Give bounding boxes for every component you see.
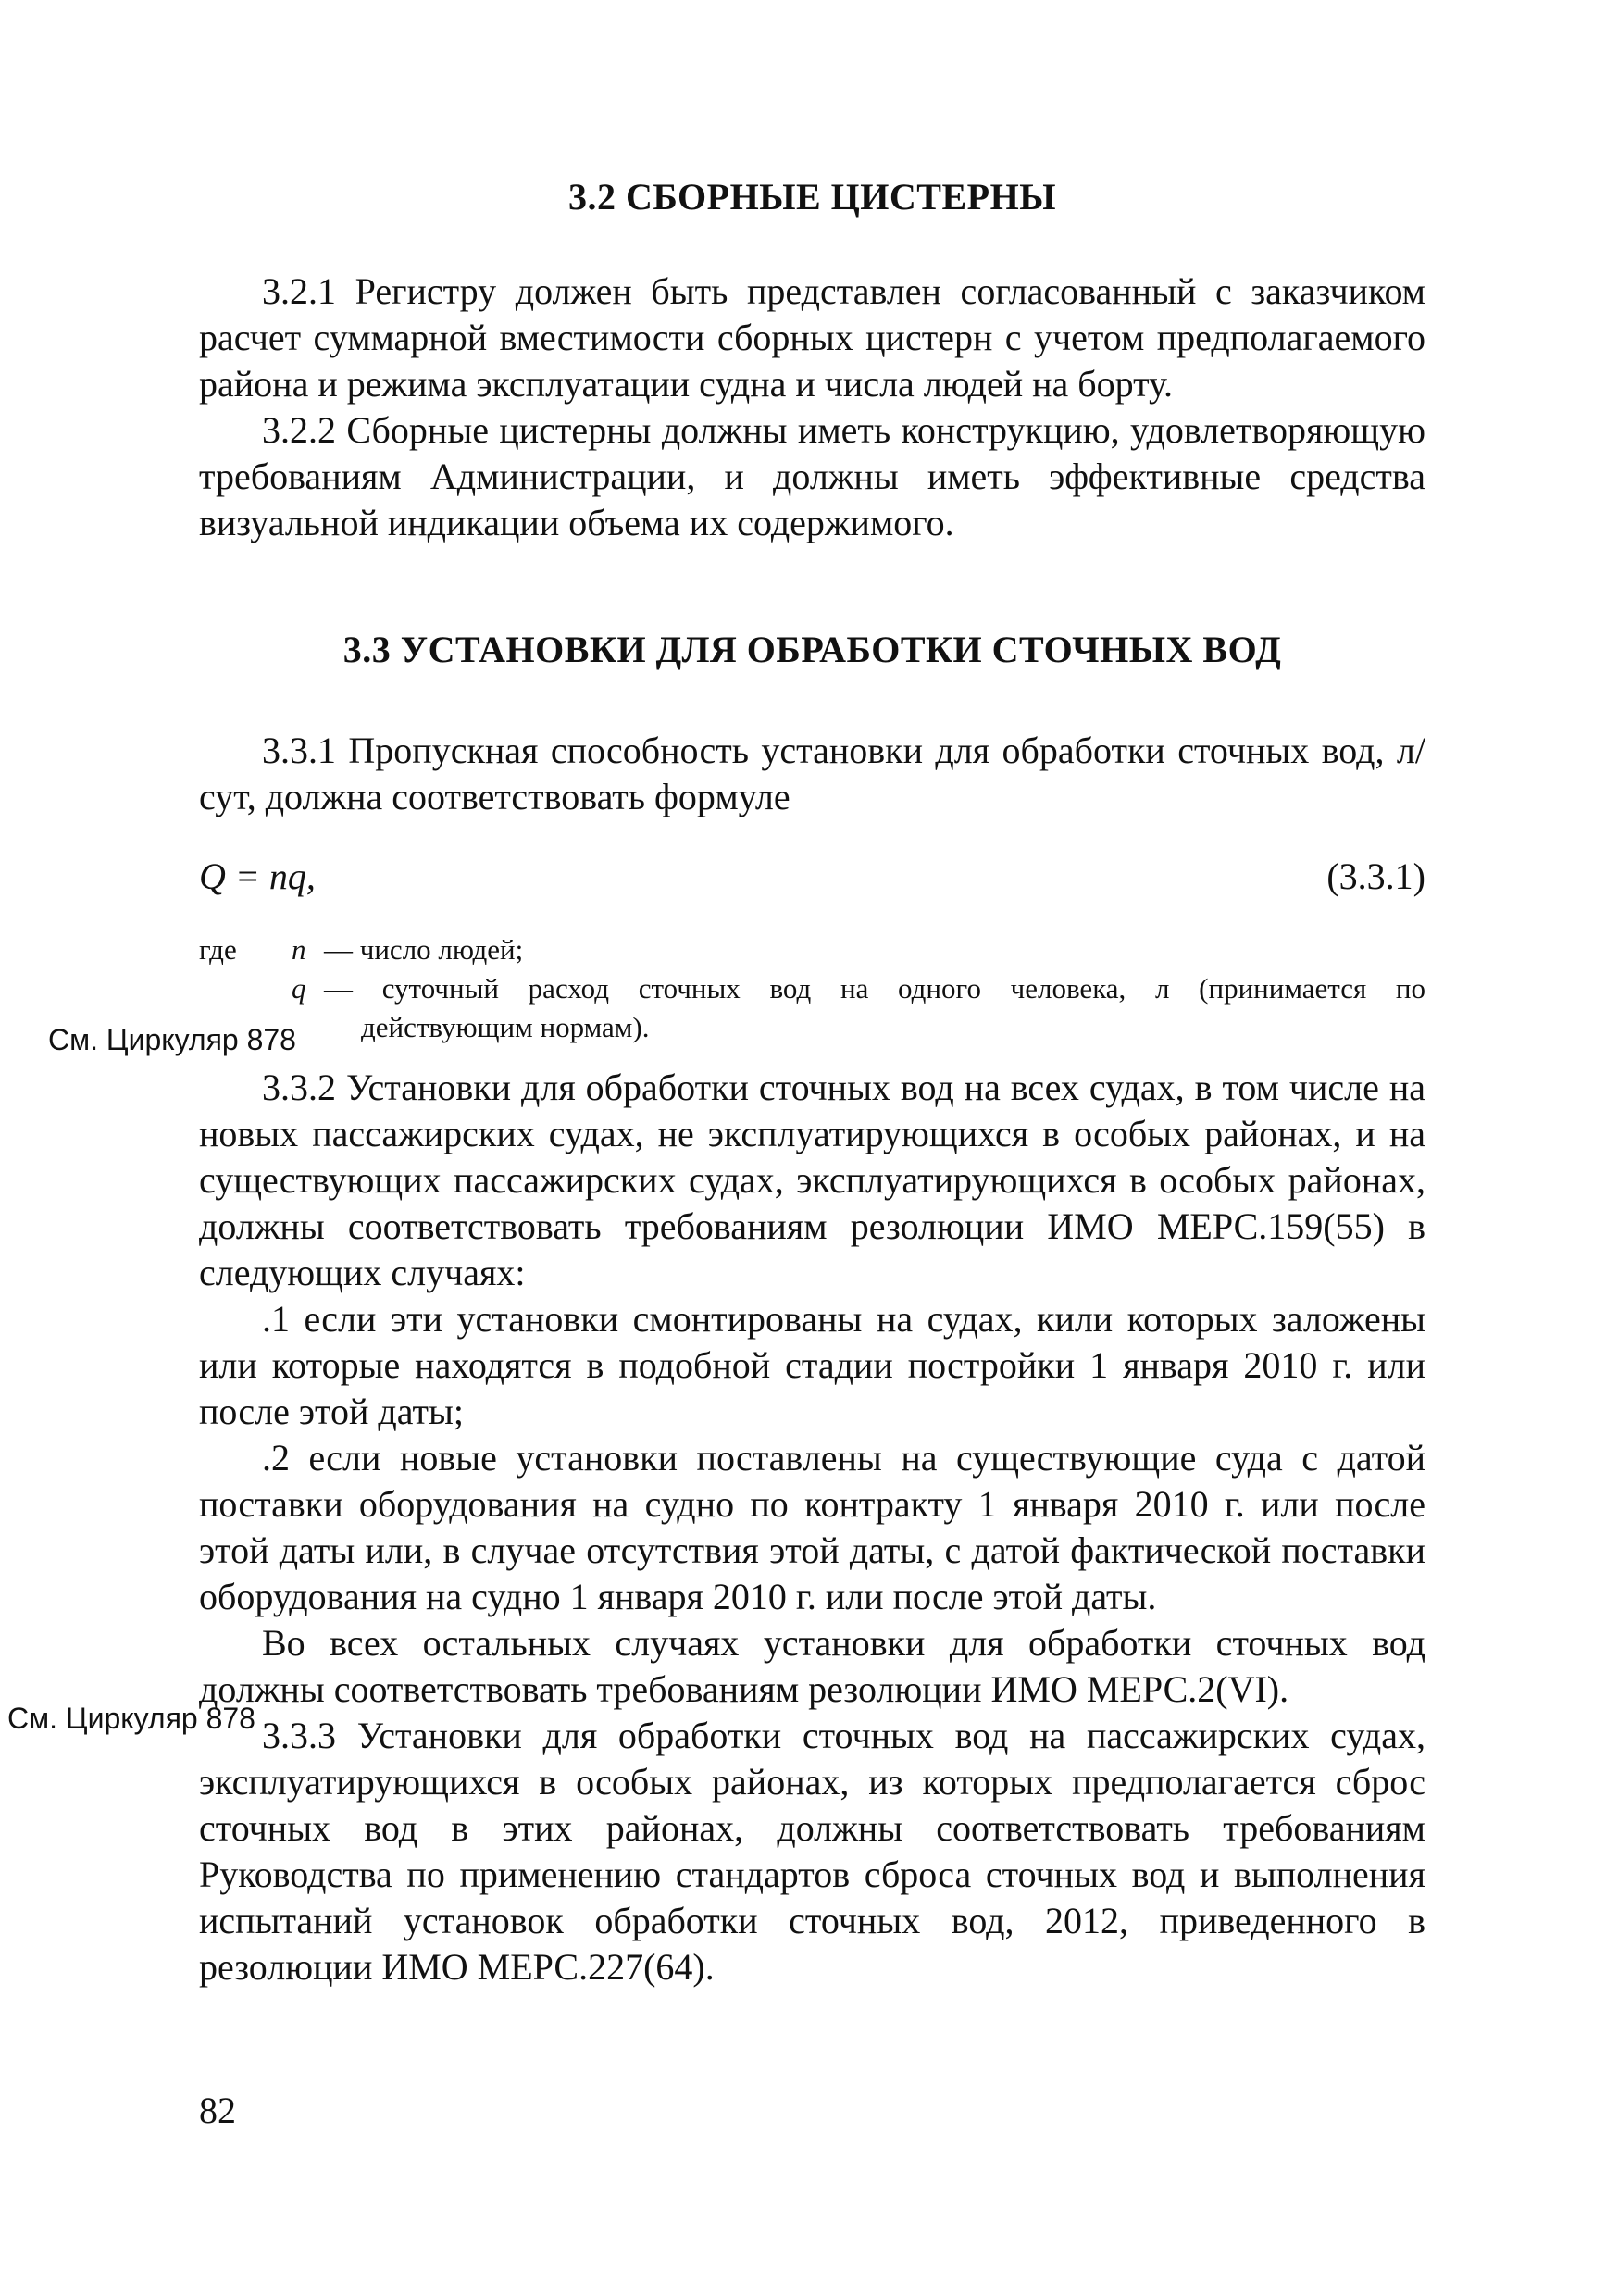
list-item-2: .2 если новые установки поставлены на существующие суда с датой поставки оборудования на судно по контракту 1 января 2010 г. или после этой даты или, в случае отсутствия этой даты, с датой фактической поставки оборудования на судно 1 января 2010 г. или после этой даты. [199,1437,1425,1617]
section-3-2-heading: 3.2 СБОРНЫЕ ЦИСТЕРНЫ [568,176,1056,218]
paragraph-other-cases: Во всех остальных случаях установки для обработки сточных вод должны соответствовать требованиям резолюции ИМО МЕРС.2(VI). [199,1622,1425,1710]
side-note-circular-1: См. Циркуляр 878 [48,1023,296,1056]
where-line-q-cont [199,1008,1425,1047]
where-word: где [199,933,237,966]
paragraph-3-2-2: 3.2.2 Сборные цистерны должны иметь конструкцию, удовлетворяющую требованиям Администрации, и должны иметь эффективные средства визуальной индикации объема их содержимого. [199,409,1425,543]
where-line-q [199,969,1425,1008]
paragraph-3-3-3: 3.3.3 Установки для обработки сточных вод на пассажирских судах, эксплуатирующихся в особых районах, из которых предполагается сброс сточных вод в этих районах, должны соответствовать требованиям Руководства по применению стандартов сброса сточных вод и выполнения испытаний установок обработки сточных вод, 2012, приведенного в резолюции ИМО МЕРС.227(64). [199,1715,1425,1988]
formula-number: (3.3.1) [1326,855,1425,897]
where-line-n [199,930,1425,969]
side-note-circular-2: См. Циркуляр 878 [7,1702,255,1735]
page-number: 82 [199,2090,236,2131]
formula: Q = nq, [199,855,316,897]
paragraph-3-3-2: 3.3.2 Установки для обработки сточных вод на всех судах, в том числе на новых пассажирских судах, не эксплуатирующихся в особых районах, и на существующих пассажирских судах, эксплуатирующихся в особых районах, должны соответствовать требованиям резолюции ИМО МЕРС.159(55) в следующих случаях: [199,1067,1425,1293]
variable-q-description-continued: действующим нормам). [361,1011,650,1043]
section-3-3-heading: 3.3 УСТАНОВКИ ДЛЯ ОБРАБОТКИ СТОЧНЫХ ВОД [342,629,1282,670]
variable-q-description: — суточный расход сточных вод на одного человека, л (принимается по [324,972,1425,1004]
list-item-1: .1 если эти установки смонтированы на судах, кили которых заложены или которые находятся в подобной стадии постройки 1 января 2010 г. или после этой даты; [199,1298,1425,1432]
variable-n: n [292,933,306,966]
formula-row [199,853,1425,901]
where-block [199,930,1425,1047]
variable-q: q [292,972,306,1004]
paragraph-3-3-1: 3.3.1 Пропускная способность установки для обработки сточных вод, л/сут, должна соответствовать формуле [199,730,1425,817]
variable-n-description: — число людей; [324,933,524,966]
paragraph-3-2-1: 3.2.1 Регистру должен быть представлен согласованный с заказчиком расчет суммарной вместимости сборных цистерн с учетом предполагаемого района и режима эксплуатации судна и числа людей на борту. [199,270,1425,405]
